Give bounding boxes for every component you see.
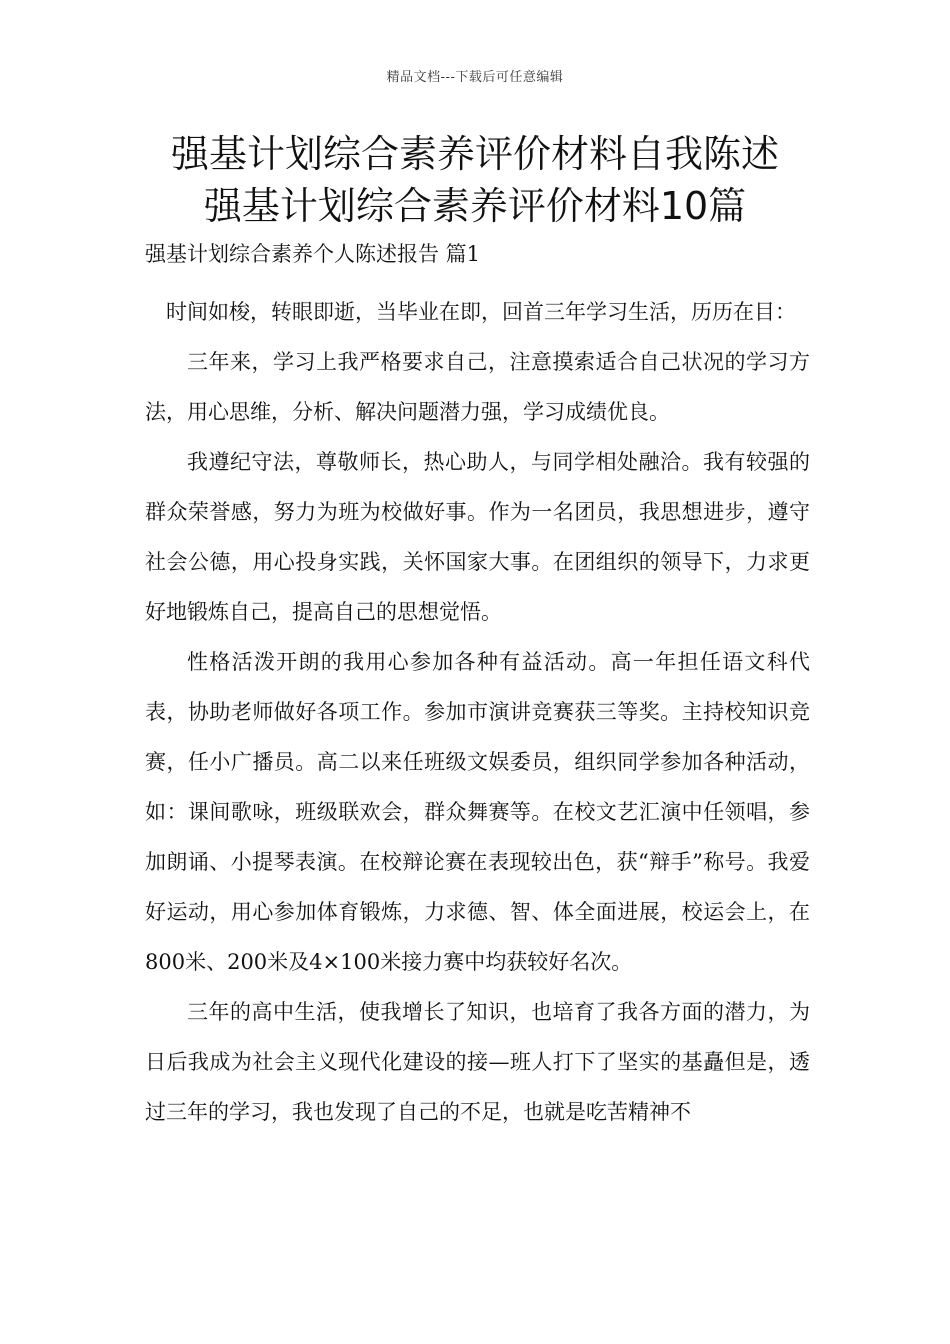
paragraph-1: 时间如梭，转眼即逝，当毕业在即，回首三年学习生活，历历在目： xyxy=(166,300,796,324)
paragraph-2: 三年来，学习上我严格要求自己，注意摸索适合自己状况的学习方法，用心思维，分析、解决问题潜力强，学习成绩优良。 xyxy=(145,350,810,424)
header-note: 精品文档---下载后可任意编辑 xyxy=(386,70,564,85)
document-body xyxy=(145,235,810,1137)
paragraph-4: 性格活泼开朗的我用心参加各种有益活动。高一年担任语文科代表，协助老师做好各项工作。参加市演讲竞赛获三等奖。主持校知识竞赛，任小广播员。高二以来任班级文娱委员，组织同学参加各种活动，如：课间歌咏，班级联欢会，群众舞赛等。在校文艺汇演中任领唱，参加朗诵、小提琴表演。在校辩论赛在表现较出色，获“辩手”称号。我爱好运动，用心参加体育锻炼，力求德、智、体全面进展，校运会上，在800米、200米及4×100米接力赛中均获较好名次。 xyxy=(145,650,810,974)
title-line-1: 强基计划综合素养评价材料自我陈述 xyxy=(170,132,779,176)
paragraph-5: 三年的高中生活，使我增长了知识，也培育了我各方面的潜力，为日后我成为社会主义现代化建设的接—班人打下了坚实的基矗但是，透过三年的学习，我也发现了自己的不足，也就是吃苦精神不 xyxy=(145,1000,810,1124)
section-subtitle: 强基计划综合素养个人陈述报告 篇1 xyxy=(145,242,481,266)
title-line-2: 强基计划综合素养评价材料10篇 xyxy=(203,184,747,228)
paragraph-3: 我遵纪守法，尊敬师长，热心助人，与同学相处融洽。我有较强的群众荣誉感，努力为班为校做好事。作为一名团员，我思想进步，遵守社会公德，用心投身实践，关怀国家大事。在团组织的领导下，力求更好地锻炼自己，提高自己的思想觉悟。 xyxy=(145,450,810,624)
document-title xyxy=(0,128,950,232)
